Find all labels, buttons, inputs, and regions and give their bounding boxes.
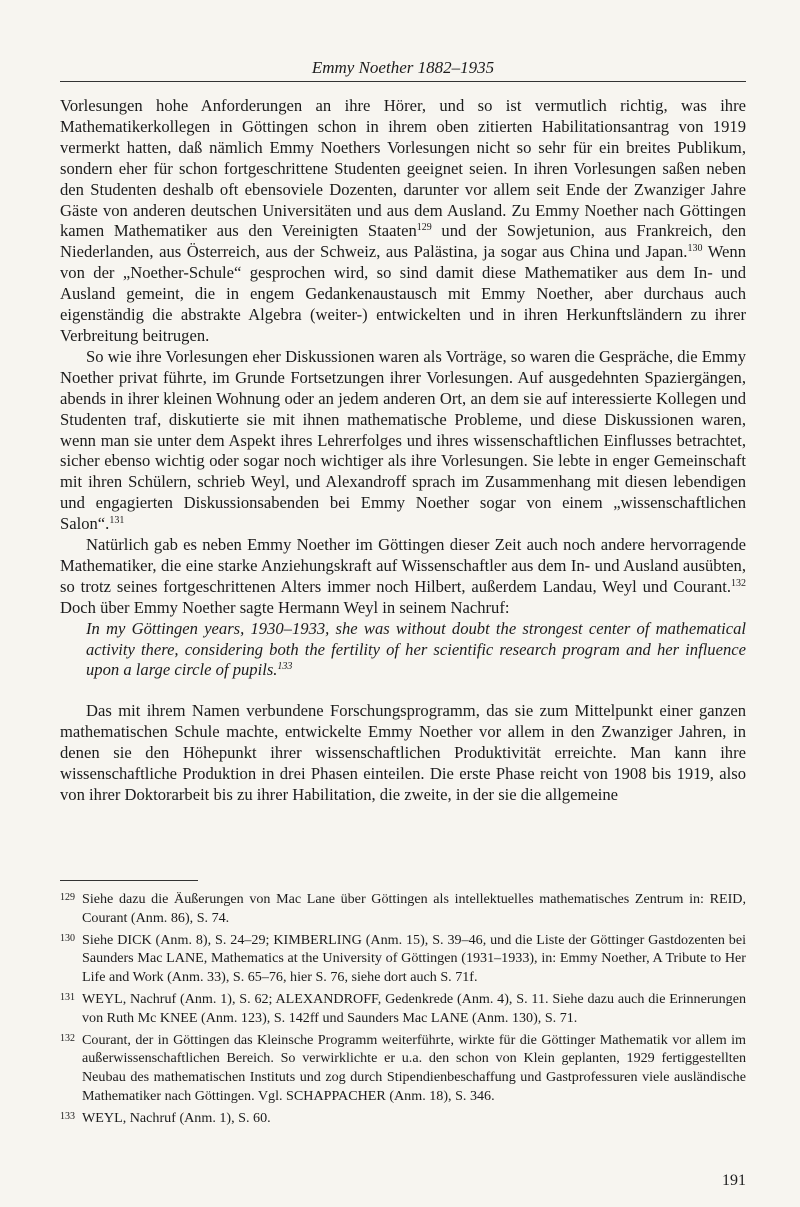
footnote-number: 133 xyxy=(60,1110,75,1122)
running-header: Emmy Noether 1882–1935 xyxy=(311,58,495,77)
footnote-text: Siehe DICK (Anm. 8), S. 24–29; KIMBERLING (Anm. 15), S. 39–46, und die Liste der Göttinger Gastdozenten bei Saunders Mac LANE, Mathematics at the University of Göttingen (1931–1933), in: Emmy Noether, A Tribute to Her Life and Work (Anm. 33), S. 65–76, hier S. 76, siehe dort auch S. 71f. xyxy=(82,931,746,986)
page-number: 191 xyxy=(722,1172,746,1189)
footnote-ref-132[interactable]: 132 xyxy=(731,577,746,589)
header-rule xyxy=(60,81,746,82)
footnotes xyxy=(60,890,746,1131)
footnote-129 xyxy=(60,890,746,928)
footnote-rule xyxy=(60,880,198,881)
paragraph-2: So wie ihre Vorlesungen eher Diskussionen waren als Vorträge, so waren die Gespräche, die Emmy Noether privat führte, im Grunde Fortsetzungen ihrer Vorlesungen. Auf ausgedehnten Spaziergängen, abends in ihrer kleinen Wohnung oder an jedem anderen Ort, an dem sie auf interessierte Kollegen und Studenten traf, diskutierte sie mit ihnen mathematische Probleme, und diese Diskussionen waren, wenn man sie unter dem Aspekt ihres Lehrerfolges und ihres wissenschaftlichen Einflusses betrachtet, sicher ebenso wichtig oder sogar noch wichtiger als ihre Vorlesungen. Sie lebte in enger Gemeinschaft mit ihren Schülern, schrieb Weyl, und Alexandroff sprach im Zusammenhang mit diesen lebendigen und engagierten Diskussionsabenden bei Emmy Noether sogar von einem „wissenschaftlichen Salon“.$^{131}$ xyxy=(60,346,746,534)
footnote-ref-131[interactable]: 131 xyxy=(109,515,125,527)
footnote-ref-130[interactable]: 130 xyxy=(687,243,703,255)
footnote-133 xyxy=(60,1109,746,1128)
paragraph-4: Das mit ihrem Namen verbundene Forschungsprogramm, das sie zum Mittelpunkt einer ganzen mathematischen Schule machte, entwickelte Emmy Noether vor allem in den Zwanziger Jahren, in denen sie den Höhepunkt ihrer wissenschaftlichen Produktivität erreichte. Man kann ihre wissenschaftliche Produktion in drei Phasen einteilen. Die erste Phase reicht von 1908 bis 1919, also von ihrer Doktorarbeit bis zu ihrer Habilitation, die zweite, in der sie die allgemeine xyxy=(60,701,746,804)
footnote-132 xyxy=(60,1031,746,1106)
footnote-number: 131 xyxy=(60,991,75,1003)
block-quote: In my Göttingen years, 1930–1933, she was without doubt the strongest center of mathematical activity there, considering both the fertility of her scientific research program and her influence upon a large circle of pupils.$^{133}$ xyxy=(86,618,746,680)
footnote-130 xyxy=(60,931,746,987)
footnote-text: WEYL, Nachruf (Anm. 1), S. 60. xyxy=(82,1109,271,1126)
footnote-ref-129[interactable]: 129 xyxy=(416,222,432,234)
paragraph-3: Natürlich gab es neben Emmy Noether im Göttingen dieser Zeit auch noch andere hervorragende Mathematiker, die eine starke Anziehungskraft auf Wissenschaftler aus dem In- und Ausland ausübten, so trotz seines fortgeschrittenen Alters immer noch Hilbert, außerdem Landau, Weyl und Courant.$^{132}$ Doch über Emmy Noether sagte Hermann Weyl in seinem Nachruf: xyxy=(60,535,746,617)
footnote-text: Courant, der in Göttingen das Kleinsche Programm weiterführte, wirkte für die Göttinger Mathematik vor allem im außerwissenschaftlichen Bereich. So verwirklichte er u.a. den schon von Klein geplanten, 1929 fertiggestellten Neubau des mathematischen Instituts und zog durch Stipendienbeschaffung und Gastprofessuren viele ausländische Mathematiker nach Göttingen. Vgl. SCHAPPACHER (Anm. 18), S. 346. xyxy=(82,1031,746,1104)
footnote-number: 132 xyxy=(60,1032,75,1044)
paragraph-1: Vorlesungen hohe Anforderungen an ihre Hörer, und so ist vermutlich richtig, was ihre Mathematikerkollegen in Göttingen schon in ihrem oben zitierten Habilitationsantrag von 1919 vermerkt hatten, daß nämlich Emmy Noethers Vorlesungen nicht so sehr für ein breites Publikum, sondern eher für schon fortgeschrittene Studenten geeignet seien. In ihren Vorlesungen saßen neben den Studenten deshalb oft ebensoviele Dozenten, darunter vor allem seit Ende der Zwanziger Jahre Gäste von anderen deutschen Universitäten und aus dem Ausland. Zu Emmy Noether nach Göttingen kamen Mathematiker aus den Vereinigten Staaten$^{129}$ und der Sowjetunion, aus Frankreich, den Niederlanden, aus Österreich, aus der Schweiz, aus Palästina, ja sogar aus China und Japan.$^{130}$ Wenn von der „Noether-Schule“ gesprochen wird, so sind damit diese Mathematiker aus dem In- und Ausland gemeint, die in engem Gedankenaustausch mit Emmy Noether, aber durchaus auch eigenständig die abstrakte Algebra (weiter-) entwickelten und in ihren Herkunftsländern zu ihrer Verbreitung beitrugen. xyxy=(60,96,746,345)
footnote-number: 129 xyxy=(60,892,75,903)
footnote-number: 130 xyxy=(60,932,75,944)
footnote-131 xyxy=(60,990,746,1028)
footnote-text: Siehe dazu die Äußerungen von Mac Lane über Göttingen als intellektuelles mathematisches Zentrum in: REID, Courant (Anm. 86), S. 74. xyxy=(82,891,746,926)
main-text xyxy=(60,96,746,806)
footnote-ref-133[interactable]: 133 xyxy=(277,661,293,673)
footnote-text: WEYL, Nachruf (Anm. 1), S. 62; ALEXANDROFF, Gedenkrede (Anm. 4), S. 11. Siehe dazu auch die Erinnerungen von Ruth Mc KNEE (Anm. 123), S. 142ff und Saunders Mac LANE (Anm. 130), S. 71. xyxy=(82,990,746,1026)
